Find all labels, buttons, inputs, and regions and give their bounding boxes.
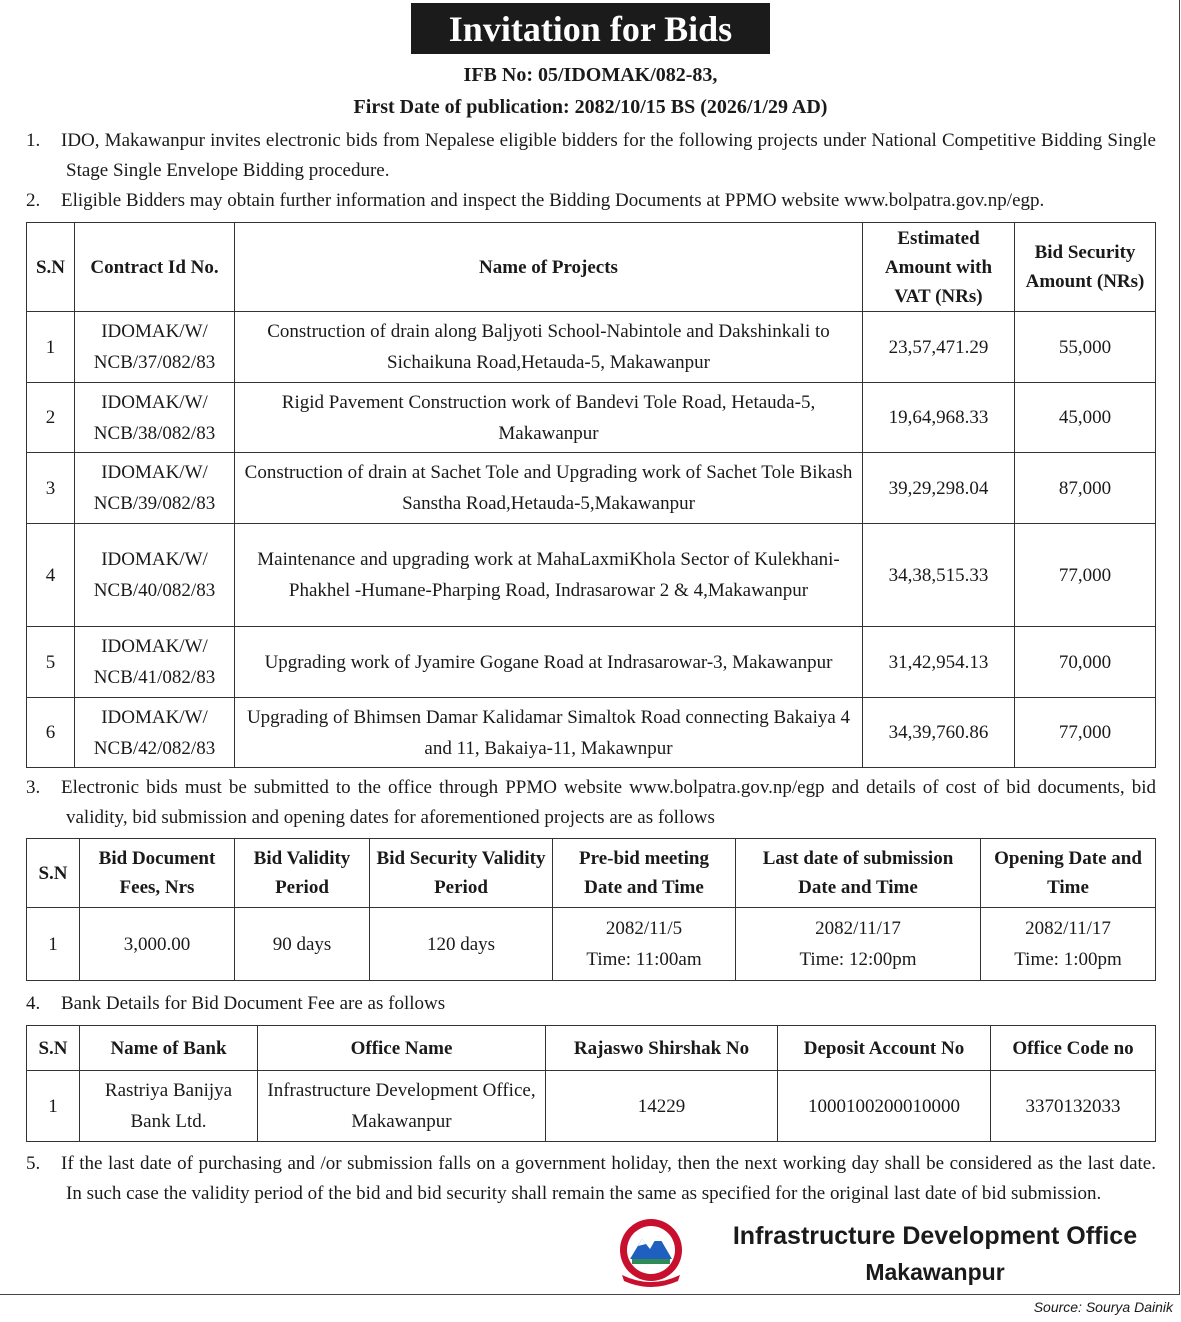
cell-submission — [736, 908, 981, 981]
column-header: Contract Id No. — [75, 223, 235, 312]
table-header-row — [27, 1026, 1156, 1071]
opening-date: 2082/11/17 — [1025, 918, 1111, 939]
cell-amount: 34,39,760.86 — [863, 698, 1015, 768]
table-row — [27, 698, 1156, 768]
cell-project-name: Construction of drain at Sachet Tole and Upgrading work of Sachet Tole Bikash Sanstha Road,Hetauda-5,Makawanpur — [235, 453, 863, 524]
cell-office-code: 3370132033 — [991, 1071, 1156, 1142]
paragraph-number: 4. — [26, 993, 41, 1014]
paragraph-4 — [26, 989, 1156, 1019]
page-title: Invitation for Bids — [411, 3, 770, 54]
table-row — [27, 312, 1156, 383]
cell-project-name: Maintenance and upgrading work at MahaLaxmiKhola Sector of Kulekhani-Phakhel -Humane-Pharping Road, Indrasarowar 2 & 4,Makawanpur — [235, 524, 863, 627]
prebid-date: 2082/11/5 — [605, 918, 683, 939]
paragraph-1 — [26, 126, 1156, 186]
column-header: S.N — [27, 839, 80, 908]
cell-contract-id: IDOMAK/W/ NCB/40/082/83 — [75, 524, 235, 627]
submission-time: Time: 12:00pm — [799, 949, 917, 970]
cell-contract-id: IDOMAK/W/ NCB/39/082/83 — [75, 453, 235, 524]
cell-sn: 2 — [27, 383, 75, 453]
paragraph-5 — [26, 1149, 1156, 1209]
cell-fee: 3,000.00 — [80, 908, 235, 981]
cell-sn: 5 — [27, 627, 75, 698]
table-header-row — [27, 223, 1156, 312]
office-name: Infrastructure Development Office — [732, 1222, 1138, 1250]
source-credit: Source: Sourya Dainik — [1033, 1299, 1173, 1315]
cell-amount: 34,38,515.33 — [863, 524, 1015, 627]
ifb-number: IFB No: 05/IDOMAK/082-83, — [463, 64, 718, 86]
cell-security: 70,000 — [1015, 627, 1156, 698]
cell-rajaswo: 14229 — [546, 1071, 778, 1142]
paragraph-text: Eligible Bidders may obtain further information and inspect the Bidding Documents at PPMO website www.bolpatra.gov.np/egp. — [61, 190, 1045, 211]
paragraph-text: IDO, Makawanpur invites electronic bids from Nepalese eligible bidders for the following projects under National Competitive Bidding Single Stage Single Envelope Bidding procedure. — [61, 130, 1156, 181]
column-header: Bid Document Fees, Nrs — [80, 839, 235, 908]
paragraph-text: If the last date of purchasing and /or submission falls on a government holiday, then the next working day shall be considered as the last date. In such case the validity period of the bid and bid security shall remain the same as specified for the original last date of bid submission. — [61, 1153, 1156, 1204]
column-header: Name of Projects — [235, 223, 863, 312]
cell-sn: 3 — [27, 453, 75, 524]
table-row — [27, 524, 1156, 627]
prebid-time: Time: 11:00am — [586, 949, 702, 970]
column-header: Estimated Amount with VAT (NRs) — [863, 223, 1015, 312]
cell-project-name: Upgrading of Bhimsen Damar Kalidamar Simaltok Road connecting Bakaiya 4 and 11, Bakaiya-11, Makawnpur — [235, 698, 863, 768]
paragraph-number: 5. — [26, 1153, 41, 1174]
table-row — [27, 908, 1156, 981]
cell-security: 77,000 — [1015, 698, 1156, 768]
table-row — [27, 383, 1156, 453]
cell-security-validity: 120 days — [370, 908, 553, 981]
cell-validity: 90 days — [235, 908, 370, 981]
projects-table — [26, 222, 1156, 768]
cell-contract-id: IDOMAK/W/ NCB/42/082/83 — [75, 698, 235, 768]
cell-amount: 39,29,298.04 — [863, 453, 1015, 524]
column-header: Deposit Account No — [778, 1026, 991, 1071]
cell-prebid — [553, 908, 736, 981]
column-header: Rajaswo Shirshak No — [546, 1026, 778, 1071]
cell-security: 55,000 — [1015, 312, 1156, 383]
nepal-emblem-icon — [612, 1217, 690, 1287]
cell-office-name: Infrastructure Development Office, Makawanpur — [258, 1071, 546, 1142]
cell-opening — [981, 908, 1156, 981]
column-header: Office Name — [258, 1026, 546, 1071]
cell-sn: 6 — [27, 698, 75, 768]
cell-security: 77,000 — [1015, 524, 1156, 627]
cell-sn: 1 — [27, 1071, 80, 1142]
office-district: Makawanpur — [865, 1259, 1005, 1285]
cell-sn: 4 — [27, 524, 75, 627]
submission-date: 2082/11/17 — [815, 918, 901, 939]
cell-contract-id: IDOMAK/W/ NCB/37/082/83 — [75, 312, 235, 383]
cell-sn: 1 — [27, 312, 75, 383]
bank-table — [26, 1025, 1156, 1142]
column-header: Bid Security Amount (NRs) — [1015, 223, 1156, 312]
cell-security: 87,000 — [1015, 453, 1156, 524]
paragraph-number: 1. — [26, 130, 41, 151]
paragraph-3 — [26, 773, 1156, 833]
cell-project-name: Rigid Pavement Construction work of Bandevi Tole Road, Hetauda-5, Makawanpur — [235, 383, 863, 453]
cell-project-name: Upgrading work of Jyamire Gogane Road at Indrasarowar-3, Makawanpur — [235, 627, 863, 698]
paragraph-text: Bank Details for Bid Document Fee are as follows — [61, 993, 446, 1014]
column-header: Bid Security Validity Period — [370, 839, 553, 908]
cell-amount: 31,42,954.13 — [863, 627, 1015, 698]
paragraph-2 — [26, 186, 1156, 216]
column-header: Name of Bank — [80, 1026, 258, 1071]
paragraph-number: 2. — [26, 190, 41, 211]
column-header: S.N — [27, 1026, 80, 1071]
table-row — [27, 453, 1156, 524]
cell-security: 45,000 — [1015, 383, 1156, 453]
column-header: Last date of submission Date and Time — [736, 839, 981, 908]
cell-bank-name: Rastriya Banijya Bank Ltd. — [80, 1071, 258, 1142]
first-publication-date: First Date of publication: 2082/10/15 BS (2026/1/29 AD) — [353, 96, 828, 118]
column-header: Office Code no — [991, 1026, 1156, 1071]
opening-time: Time: 1:00pm — [1014, 949, 1122, 970]
paragraph-number: 3. — [26, 777, 41, 798]
column-header: Opening Date and Time — [981, 839, 1156, 908]
table-row — [27, 627, 1156, 698]
table-row — [27, 1071, 1156, 1142]
cell-amount: 23,57,471.29 — [863, 312, 1015, 383]
schedule-table — [26, 838, 1156, 981]
column-header: Bid Validity Period — [235, 839, 370, 908]
cell-amount: 19,64,968.33 — [863, 383, 1015, 453]
cell-contract-id: IDOMAK/W/ NCB/41/082/83 — [75, 627, 235, 698]
paragraph-text: Electronic bids must be submitted to the office through PPMO website www.bolpatra.gov.np/egp and details of cost of bid documents, bid validity, bid submission and opening dates for aforementioned projects are as follows — [61, 777, 1156, 828]
cell-sn: 1 — [27, 908, 80, 981]
column-header: S.N — [27, 223, 75, 312]
cell-contract-id: IDOMAK/W/ NCB/38/082/83 — [75, 383, 235, 453]
cell-project-name: Construction of drain along Baljyoti School-Nabintole and Dakshinkali to Sichaikuna Road,Hetauda-5, Makawanpur — [235, 312, 863, 383]
table-header-row — [27, 839, 1156, 908]
column-header: Pre-bid meeting Date and Time — [553, 839, 736, 908]
cell-deposit-account: 1000100200010000 — [778, 1071, 991, 1142]
